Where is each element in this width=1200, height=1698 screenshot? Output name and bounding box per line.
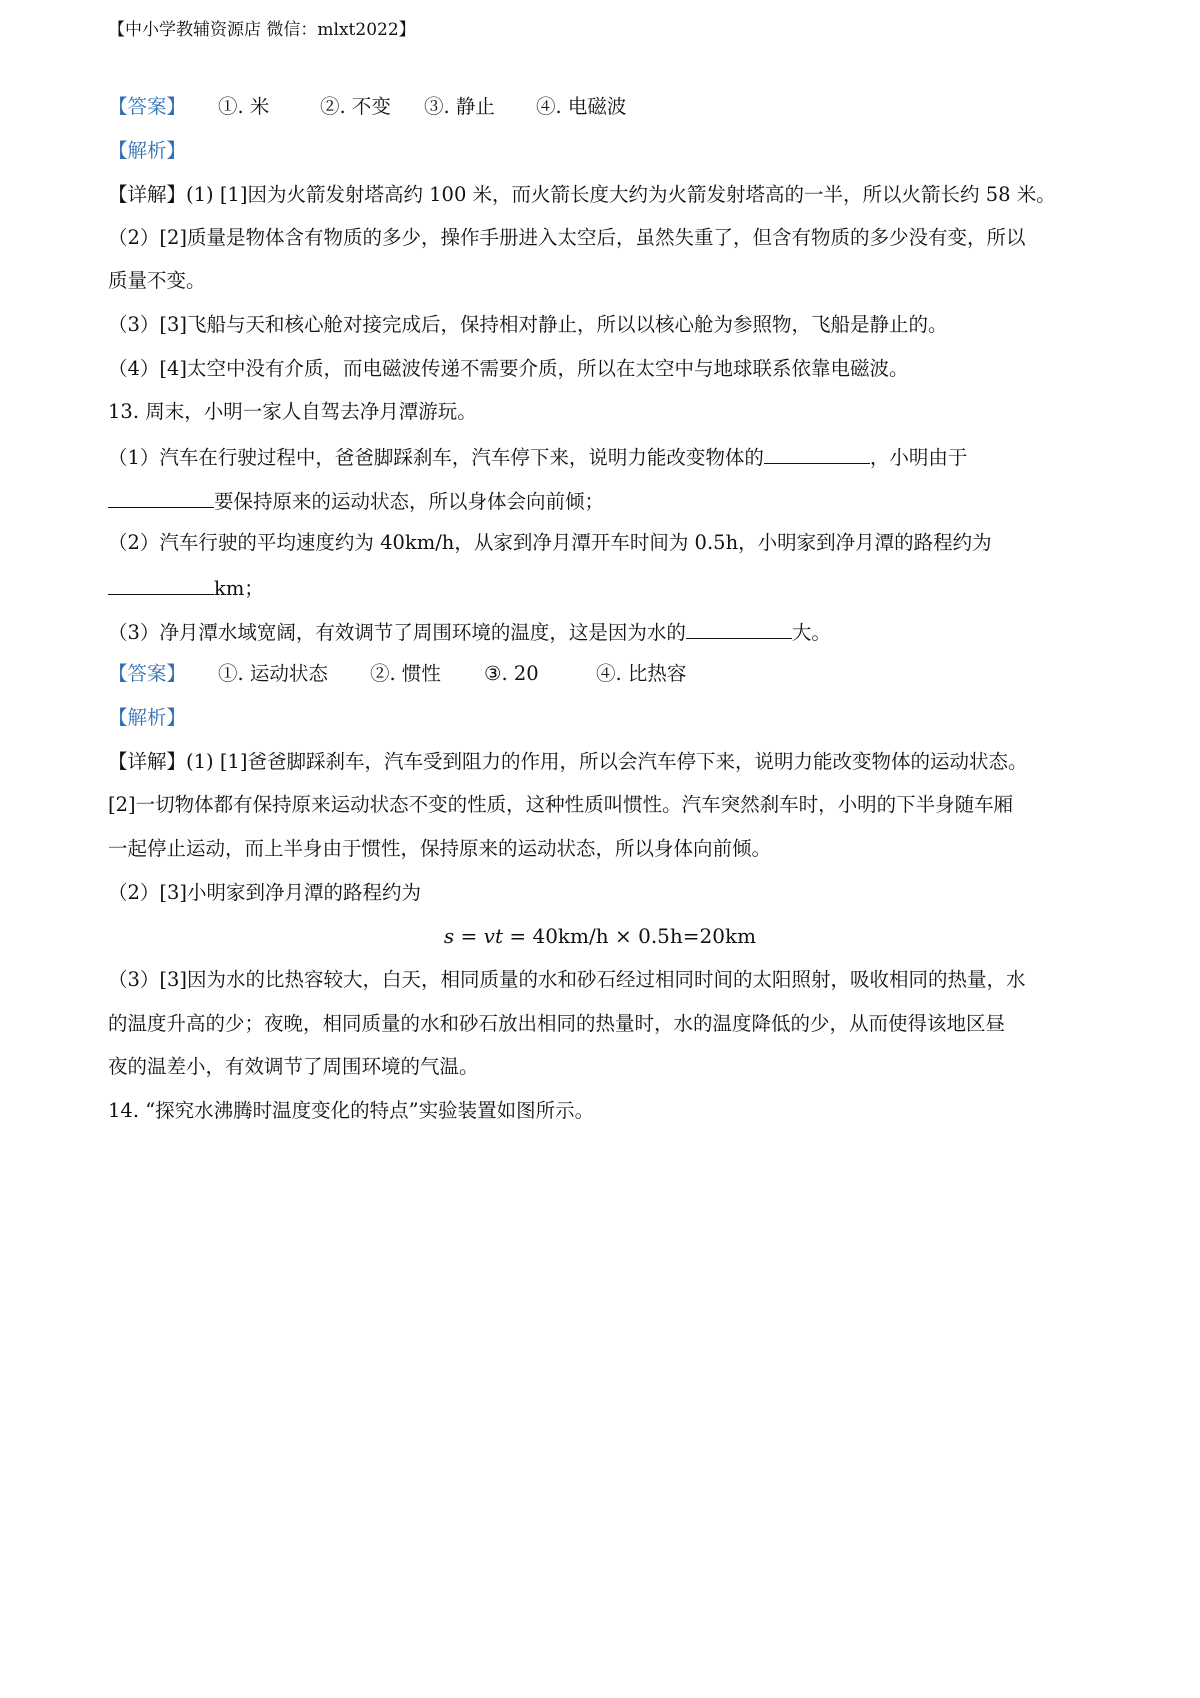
analysis-label: 【解析】 xyxy=(108,139,187,162)
answer-label: 【答案】 xyxy=(108,662,187,685)
answer-item-1: ①. 米 xyxy=(218,95,270,118)
answer-item-4: ④. 电磁波 xyxy=(536,95,627,118)
answer-blank xyxy=(108,487,214,508)
detail-line: [2]一切物体都有保持原来运动状态不变的性质，这种性质叫惯性。汽车突然刹车时，小明的下半身随车厢 xyxy=(108,793,1014,816)
detail-line: 【详解】(1) [1]爸爸脚踩刹车，汽车受到阻力的作用，所以会汽车停下来，说明力能改变物体的运动状态。 xyxy=(108,750,1028,773)
analysis-label: 【解析】 xyxy=(108,706,187,729)
detail-line: （3）[3]因为水的比热容较大，白天，相同质量的水和砂石经过相同时间的太阳照射，吸收相同的热量，水 xyxy=(108,968,1026,991)
formula xyxy=(0,923,1200,949)
detail-line: （2）[2]质量是物体含有物质的多少，操作手册进入太空后，虽然失重了，但含有物质的多少没有变，所以 xyxy=(108,226,1026,249)
answer-item-2: ②. 不变 xyxy=(320,95,391,118)
answer-blank xyxy=(108,574,214,595)
detail-line: （3）[3]飞船与天和核心舱对接完成后，保持相对静止，所以以核心舱为参照物，飞船是静止的。 xyxy=(108,313,948,336)
answer-blank xyxy=(686,618,792,639)
detail-line: （4）[4]太空中没有介质，而电磁波传递不需要介质，所以在太空中与地球联系依靠电磁波。 xyxy=(108,357,909,380)
detail-line: 的温度升高的少；夜晚，相同质量的水和砂石放出相同的热量时，水的温度降低的少，从而使得该地区昼 xyxy=(108,1012,1006,1035)
question-stem: 13. 周末，小明一家人自驾去净月潭游玩。 xyxy=(108,400,477,423)
detail-line: 夜的温差小，有效调节了周围环境的气温。 xyxy=(108,1055,479,1078)
formula-rest: = 40km/h × 0.5h=20km xyxy=(503,924,757,948)
answer-item-4: ④. 比热容 xyxy=(596,662,687,685)
answer-blank xyxy=(764,443,870,464)
question-part xyxy=(108,618,831,646)
question-stem: 14. “探究水沸腾时温度变化的特点”实验装置如图所示。 xyxy=(108,1099,595,1122)
question-text: （3）净月潭水域宽阔，有效调节了周围环境的温度，这是因为水的 xyxy=(108,621,686,644)
answer-item-3: ③. 静止 xyxy=(424,95,495,118)
formula-eq: = xyxy=(454,924,484,948)
question-part xyxy=(108,487,604,515)
answer-item-3: ③. 20 xyxy=(484,662,539,685)
detail-line: 【详解】(1) [1]因为火箭发射塔高约 100 米，而火箭长度大约为火箭发射塔高的一半，所以火箭长约 58 米。 xyxy=(108,183,1056,206)
formula-var-vt: vt xyxy=(483,924,503,948)
question-part xyxy=(108,574,264,602)
detail-line: 质量不变。 xyxy=(108,269,206,292)
question-text: 大。 xyxy=(791,621,831,644)
answer-label: 【答案】 xyxy=(108,95,187,118)
question-text: （1）汽车在行驶过程中，爸爸脚踩刹车，汽车停下来，说明力能改变物体的 xyxy=(108,446,764,469)
answer-item-2: ②. 惯性 xyxy=(370,662,441,685)
question-text: km； xyxy=(214,577,264,600)
detail-line: 一起停止运动，而上半身由于惯性，保持原来的运动状态，所以身体向前倾。 xyxy=(108,837,772,860)
question-part xyxy=(108,443,967,471)
question-text: 要保持原来的运动状态，所以身体会向前倾； xyxy=(214,490,605,513)
page-header: 【中小学教辅资源店 微信：mlxt2022】 xyxy=(108,20,416,40)
detail-line: （2）[3]小明家到净月潭的路程约为 xyxy=(108,881,422,904)
question-text: ，小明由于 xyxy=(869,446,968,469)
question-part: （2）汽车行驶的平均速度约为 40km/h，从家到净月潭开车时间为 0.5h，小明家到净月潭的路程约为 xyxy=(108,531,992,554)
formula-var-s: s xyxy=(443,924,455,948)
answer-item-1: ①. 运动状态 xyxy=(218,662,328,685)
